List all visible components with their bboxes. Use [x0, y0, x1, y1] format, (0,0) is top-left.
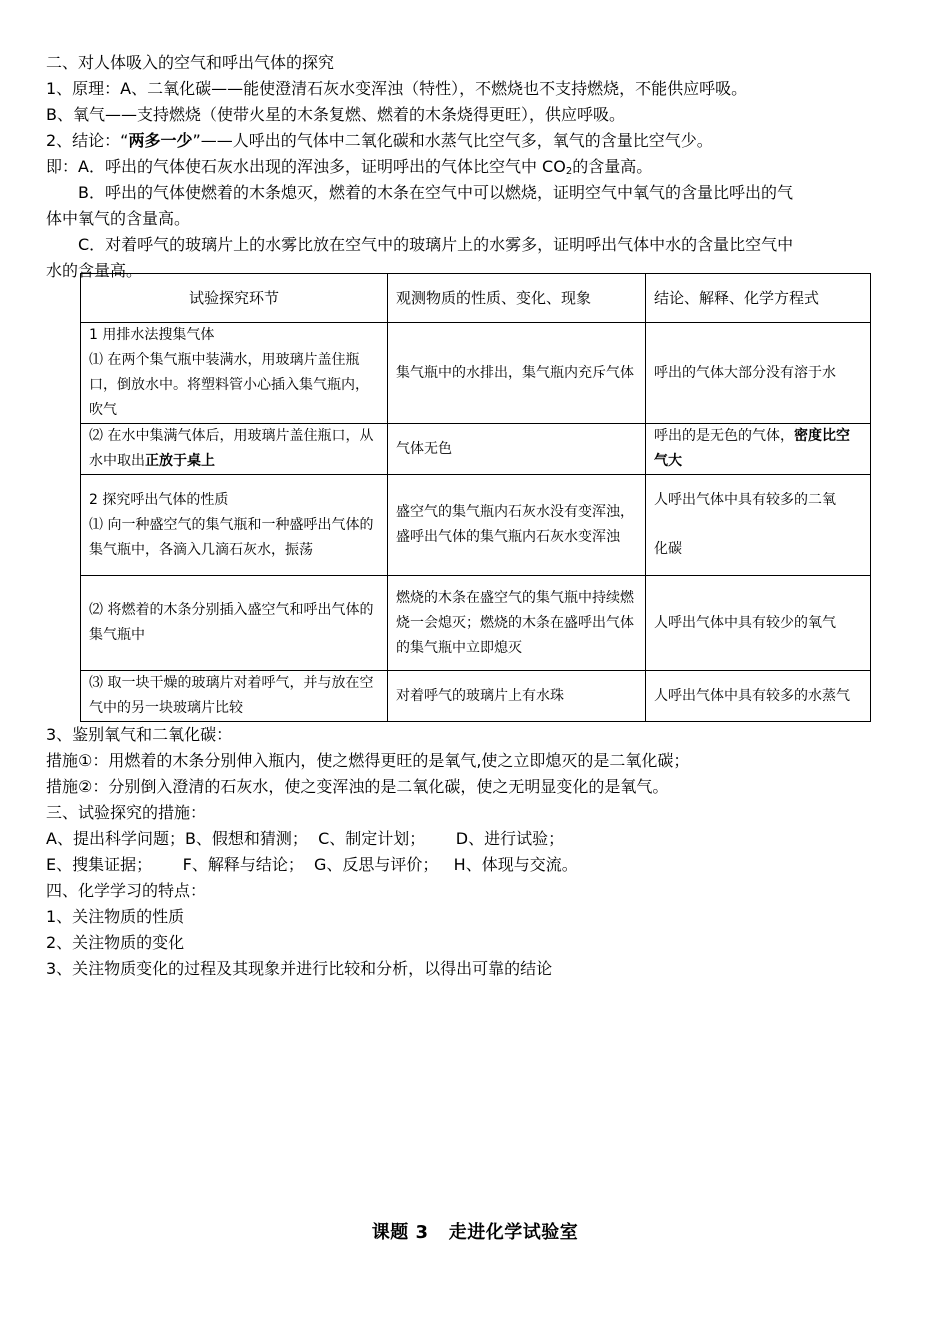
- row1-step-desc: ⑴ 在两个集气瓶中装满水，用玻璃片盖住瓶口，倒放水中。将塑料管小心插入集气瓶内，吹气: [89, 352, 369, 418]
- section-heading: 二、对人体吸入的空气和呼出气体的探究: [46, 53, 335, 72]
- feature-1: 1、关注物质的性质: [46, 907, 185, 926]
- evidence-a-pre: 即：A．呼出的气体使石灰水出现的浑浊多，证明呼出的气体比空气中 CO: [46, 157, 566, 176]
- header-observation: 观测物质的性质、变化、现象: [388, 274, 646, 323]
- co2-subscript: 2: [565, 166, 573, 177]
- row5-step: ⑶ 取一块干燥的玻璃片对着呼气，并与放在空气中的另一块玻璃片比较: [81, 671, 388, 722]
- inquiry-steps-2: E、搜集证据； F、解释与结论； G、反思与评价； H、体现与交流。: [46, 855, 578, 874]
- conclusion-bold: 两多一少: [128, 131, 193, 150]
- row2-step: [81, 424, 388, 475]
- method-1: 措施①：用燃着的木条分别伸入瓶内，使之燃得更旺的是氧气,使之立即熄灭的是二氧化碳；: [46, 751, 690, 770]
- principle-b: B、氧气——支持燃烧（使带火星的木条复燃、燃着的木条烧得更旺），供应呼吸。: [46, 105, 625, 124]
- method-2: 措施②：分别倒入澄清的石灰水，使之变浑浊的是二氧化碳，使之无明显变化的是氧气。: [46, 777, 669, 796]
- inquiry-steps-1: A、提出科学问题；B、假想和猜测； C、制定计划； D、进行试验；: [46, 829, 565, 848]
- header-conclusion: 结论、解释、化学方程式: [646, 274, 871, 323]
- row2-conclusion: [646, 424, 871, 475]
- row3-conclusion-a: 人呼出气体中具有较多的二氧: [654, 492, 836, 508]
- row2-observation: 气体无色: [388, 424, 646, 475]
- row1-step: [81, 323, 388, 424]
- row5-conclusion: 人呼出气体中具有较多的水蒸气: [646, 671, 871, 722]
- methods-section: [46, 722, 902, 982]
- evidence-a: [46, 154, 902, 180]
- row2-step-bold: 正放于桌上: [145, 453, 215, 469]
- evidence-a-post: 的含量高。: [572, 157, 653, 176]
- evidence-c-2: 水的含量高。: [46, 261, 143, 280]
- header-step: 试验探究环节: [81, 274, 388, 323]
- conclusion-prefix: 2、结论：“: [46, 131, 129, 150]
- evidence-b-2: 体中氧气的含量高。: [46, 209, 191, 228]
- row3-step: [81, 475, 388, 576]
- table-row: [81, 475, 871, 576]
- intro-section: [46, 50, 902, 284]
- row5-observation: 对着呼气的玻璃片上有水珠: [388, 671, 646, 722]
- row3-observation-a: 盛空气的集气瓶内石灰水没有变浑浊，: [396, 504, 634, 520]
- evidence-b-1: B．呼出的气体使燃着的木条熄灭，燃着的木条在空气中可以燃烧，证明空气中氧气的含量比呼出的气: [78, 183, 793, 202]
- table-header-row: [81, 274, 871, 323]
- conclusion-line: [46, 128, 902, 154]
- row3-conclusion-b: 化碳: [654, 541, 682, 557]
- row3-step-title: 2 探究呼出气体的性质: [89, 491, 229, 508]
- row4-conclusion: 人呼出气体中具有较少的氧气: [646, 576, 871, 671]
- table-row: [81, 424, 871, 475]
- inquiry-heading: 三、试验探究的措施：: [46, 803, 207, 822]
- lesson-title: 课题 3 走进化学试验室: [371, 1222, 579, 1243]
- experiment-table: [80, 273, 871, 722]
- table-row: [81, 323, 871, 424]
- row3-observation-b: 盛呼出气体的集气瓶内石灰水变浑浊: [396, 529, 620, 545]
- row2-step-text: ⑵ 在水中集满气体后，用玻璃片盖住瓶口，从水中取出: [89, 428, 374, 469]
- row1-step-title: 1 用排水法搜集气体: [89, 327, 215, 343]
- row4-step: ⑵ 将燃着的木条分别插入盛空气和呼出气体的集气瓶中: [81, 576, 388, 671]
- table-row: [81, 576, 871, 671]
- table-row: [81, 671, 871, 722]
- conclusion-suffix: ”——人呼出的气体中二氧化碳和水蒸气比空气多，氧气的含量比空气少。: [192, 131, 713, 150]
- row4-observation: 燃烧的木条在盛空气的集气瓶中持续燃烧一会熄灭；燃烧的木条在盛呼出气体的集气瓶中立即熄灭: [388, 576, 646, 671]
- row1-observation: 集气瓶中的水排出，集气瓶内充斥气体: [388, 323, 646, 424]
- row2-conclusion-bold: 密度比空气大: [654, 428, 850, 469]
- row1-conclusion: 呼出的气体大部分没有溶于水: [646, 323, 871, 424]
- row3-conclusion: [646, 475, 871, 576]
- row3-observation: [388, 475, 646, 576]
- evidence-c-1: C．对着呼气的玻璃片上的水雾比放在空气中的玻璃片上的水雾多，证明呼出气体中水的含量比空气中: [78, 235, 794, 254]
- feature-2: 2、关注物质的变化: [46, 933, 185, 952]
- row3-step-desc: ⑴ 向一种盛空气的集气瓶和一种盛呼出气体的集气瓶中，各滴入几滴石灰水，振荡: [89, 516, 374, 558]
- features-heading: 四、化学学习的特点：: [46, 881, 207, 900]
- row2-conclusion-text: 呼出的是无色的气体，: [654, 428, 794, 444]
- principle-a: 1、原理：A、二氧化碳——能使澄清石灰水变浑浊（特性），不燃烧也不支持燃烧，不能供应呼吸。: [46, 79, 748, 98]
- feature-3: 3、关注物质变化的过程及其现象并进行比较和分析，以得出可靠的结论: [46, 959, 553, 978]
- identify-heading: 3、鉴别氧气和二氧化碳：: [46, 725, 233, 744]
